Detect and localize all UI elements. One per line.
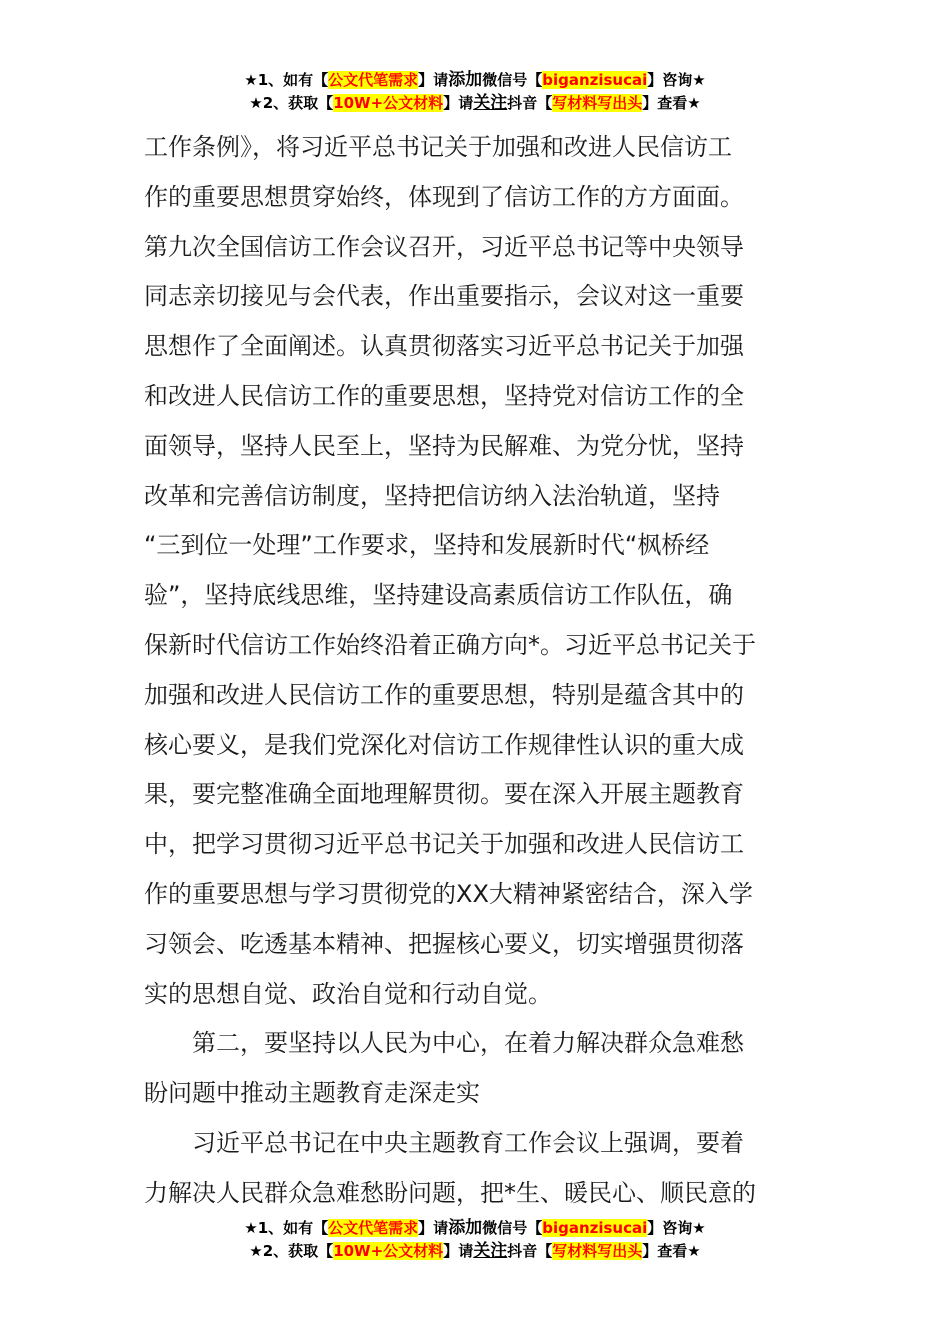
body-line: 加强和改进人民信访工作的重要思想，特别是蕴含其中的 [144,680,744,709]
body-line: 核心要义，是我们党深化对信访工作规律性认识的重大成 [144,730,744,759]
body-line: 工作条例》，将习近平总书记关于加强和改进人民信访工 [144,133,732,161]
body-line: 面领导，坚持人民至上，坚持为民解难、为党分忧，坚持 [144,431,744,460]
body-line: “三到位一处理”工作要求，坚持和发展新时代“枫桥经 [144,531,710,560]
section-heading-line: 第二，要坚持以人民为中心，在着力解决群众急难愁 [192,1029,744,1058]
body-line: 第九次全国信访工作会议召开，习近平总书记等中央领导 [144,232,744,261]
body-line: 果，要完整准确全面地理解贯彻。要在深入开展主题教育 [144,780,744,809]
body-line: 力解决人民群众急难愁盼问题，把*生、暖民心、顺民意的 [144,1178,756,1207]
body-line: 验”，坚持底线思维，坚持建设高素质信访工作队伍，确 [144,581,733,610]
section-heading-line: 盼问题中推动主题教育走深走实 [144,1079,480,1108]
body-line: 保新时代信访工作始终沿着正确方向*。习近平总书记关于 [144,630,756,659]
body-line: 同志亲切接见与会代表，作出重要指示，会议对这一重要 [144,282,744,311]
document-body [144,123,806,1219]
body-line: 习领会、吃透基本精神、把握核心要义，切实增强贯彻落 [144,929,744,958]
footer-banner [0,1217,950,1263]
banner-line-2: ★2、获取【10W+公文材料】请关注抖音【写材料写出头】查看★ [249,93,701,113]
body-line: 习近平总书记在中央主题教育工作会议上强调，要着 [192,1128,744,1157]
body-line: 作的重要思想贯穿始终，体现到了信访工作的方方面面。 [144,182,744,211]
highlight-douyin-id: 写材料写出头 [552,1242,643,1260]
body-line: 和改进人民信访工作的重要思想，坚持党对信访工作的全 [144,381,744,410]
highlight-service: 公文代笔需求 [328,71,419,89]
body-line: 中，把学习贯彻习近平总书记关于加强和改进人民信访工 [144,830,744,859]
highlight-wechat-id: biganzisucai [542,71,648,89]
body-line: 作的重要思想与学习贯彻党的XX大精神紧密结合，深入学 [144,879,753,908]
body-line: 改革和完善信访制度，坚持把信访纳入法治轨道，坚持 [144,481,720,510]
highlight-materials: 10W+公文材料 [333,1242,444,1260]
banner-line-2: ★2、获取【10W+公文材料】请关注抖音【写材料写出头】查看★ [249,1241,701,1261]
header-banner [0,69,950,115]
highlight-service: 公文代笔需求 [328,1219,419,1237]
highlight-douyin-id: 写材料写出头 [552,94,643,112]
highlight-wechat-id: biganzisucai [542,1219,648,1237]
body-line: 实的思想自觉、政治自觉和行动自觉。 [144,979,552,1008]
banner-line-1: ★1、如有【公文代笔需求】请添加微信号【biganzisucai】咨询★ [244,70,706,90]
banner-line-1: ★1、如有【公文代笔需求】请添加微信号【biganzisucai】咨询★ [244,1218,706,1238]
body-line: 思想作了全面阐述。认真贯彻落实习近平总书记关于加强 [144,332,744,361]
highlight-materials: 10W+公文材料 [333,94,444,112]
